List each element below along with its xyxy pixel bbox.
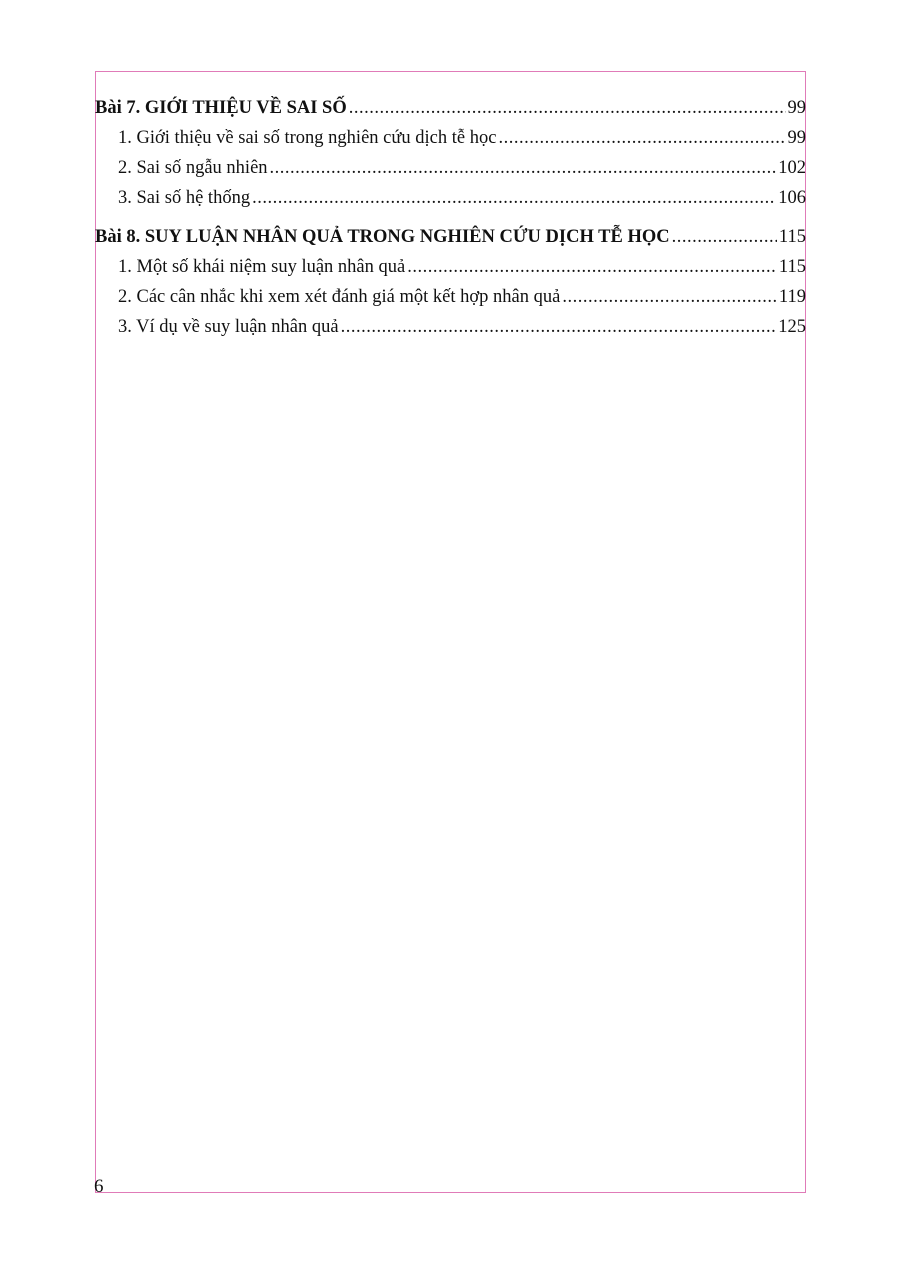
toc-entry-title: 2. Sai số ngẫu nhiên [118,158,268,178]
dot-leader [672,222,777,252]
dot-leader [407,252,777,282]
dot-leader [562,282,777,312]
toc-entry-page: 119 [778,287,806,307]
toc-entry-page: 115 [778,257,806,277]
toc-entry-chapter-7[interactable] [95,93,806,123]
toc-entry-page: 99 [787,128,806,148]
toc-entry-page: 125 [778,317,806,337]
toc-entry-page: 102 [778,158,806,178]
dot-leader [498,123,785,153]
toc-entry-section[interactable] [95,282,806,312]
toc-entry-title: Bài 7. GIỚI THIỆU VỀ SAI SỐ [95,98,347,118]
toc-entry-title: Bài 8. SUY LUẬN NHÂN QUẢ TRONG NGHIÊN CỨU DỊCH TỄ HỌC [95,227,670,247]
toc-entry-title: 3. Sai số hệ thống [118,188,251,208]
dot-leader [270,153,777,183]
toc-entry-title: 1. Giới thiệu về sai số trong nghiên cứu dịch tễ học [118,128,497,148]
toc-entry-title: 2. Các cân nhắc khi xem xét đánh giá một kết hợp nhân quả [118,287,561,307]
toc-entry-page: 99 [787,98,806,118]
toc-entry-section[interactable] [95,123,806,153]
toc-entry-title: 3. Ví dụ về suy luận nhân quả [118,317,339,337]
toc-entry-page: 115 [778,227,806,247]
toc-entry-section[interactable] [95,252,806,282]
dot-leader [341,312,777,342]
toc-entry-section[interactable] [95,312,806,342]
toc-entry-section[interactable] [95,153,806,183]
toc-entry-page: 106 [778,188,806,208]
dot-leader [252,183,776,213]
toc-entry-section[interactable] [95,183,806,213]
toc-entry-chapter-8[interactable] [95,222,806,252]
page-number: 6 [94,1176,104,1197]
toc-entry-title: 1. Một số khái niệm suy luận nhân quả [118,257,406,277]
table-of-contents [95,93,806,342]
dot-leader [349,93,786,123]
